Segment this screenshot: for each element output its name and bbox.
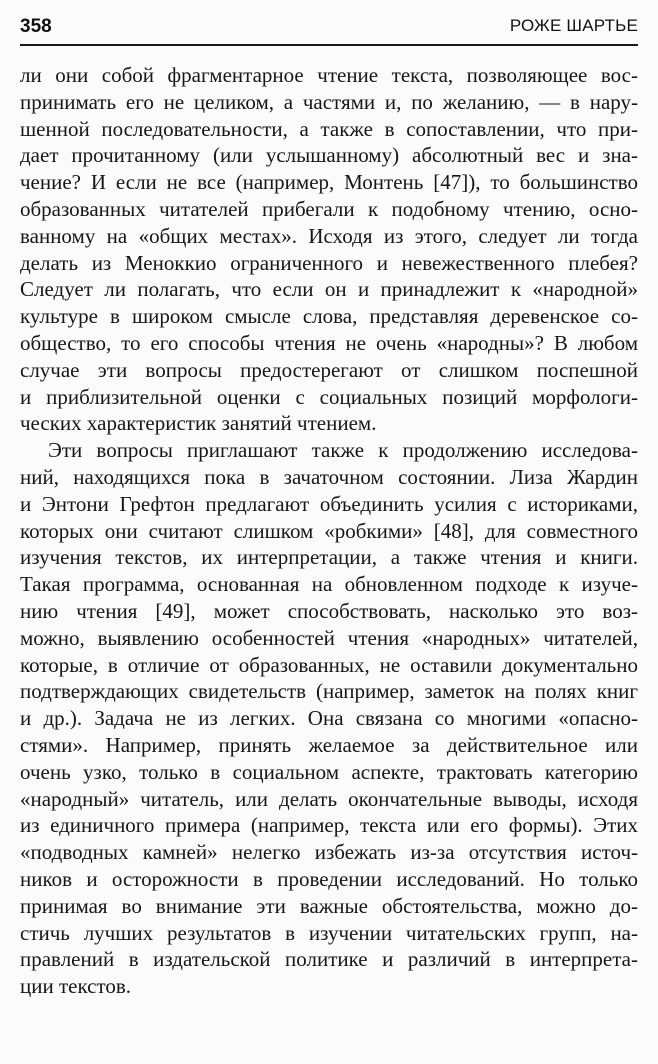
page-header bbox=[20, 10, 638, 46]
text-line: Эти вопросы приглашают также к продолжению исследова- bbox=[48, 438, 638, 463]
text-line: ванному на «общих местах». Исходя из этого, следует ли тогда bbox=[20, 223, 638, 248]
paragraph bbox=[20, 437, 638, 1000]
text-line: и др.). Задача не из легких. Она связана со многими «опасно- bbox=[20, 706, 638, 731]
text-line: можно, выявлению особенностей чтения «народных» читателей, bbox=[20, 625, 638, 650]
text-line: ний, находящихся пока в зачаточном состоянии. Лиза Жардин bbox=[20, 464, 638, 489]
text-line: принимать его не целиком, а частями и, по желанию, — в нару- bbox=[20, 89, 638, 114]
text-line: «подводных камней» нелегко избежать из-за отсутствия источ- bbox=[20, 840, 638, 865]
text-line: нию чтения [49], может способствовать, насколько это воз- bbox=[20, 598, 638, 623]
text-line: изучения текстов, их интерпретации, а также чтения и книги. bbox=[20, 545, 638, 570]
running-head: РОЖЕ ШАРТЬЕ bbox=[509, 16, 638, 35]
text-line: которых они считают слишком «робкими» [48], для совместного bbox=[20, 518, 638, 543]
text-line: случае эти вопросы предостерегают от слишком поспешной bbox=[20, 357, 638, 382]
text-line: и Энтони Грефтон предлагают объединить усилия с историками, bbox=[20, 491, 638, 516]
text-line: ли они собой фрагментарное чтение текста, позволяющее вос- bbox=[20, 63, 638, 87]
text-line: из единичного примера (например, текста или его формы). Этих bbox=[20, 813, 638, 838]
text-line: Следует ли полагать, что если он и принадлежит к «народной» bbox=[20, 277, 638, 302]
text-line: Такая программа, основанная на обновленном подходе к изуче- bbox=[20, 572, 638, 597]
text-line: ции текстов. bbox=[20, 974, 132, 999]
text-line: ческих характеристик занятий чтением. bbox=[20, 411, 377, 436]
text-line: стичь лучших результатов в изучении читательских групп, на- bbox=[20, 920, 638, 945]
text-line: чение? И если не все (например, Монтень [47]), то большинство bbox=[20, 170, 638, 195]
page-number: 358 bbox=[20, 16, 52, 37]
text-line: подтверждающих свидетельств (например, заметок на полях книг bbox=[20, 679, 638, 704]
text-line: делать из Меноккио ограниченного и невежественного плебея? bbox=[20, 250, 638, 275]
text-line: «народный» читатель, или делать окончательные выводы, исходя bbox=[20, 786, 638, 811]
text-line: шенной последовательности, а также в сопоставлении, что при- bbox=[20, 116, 638, 141]
text-line: ников и осторожности в проведении исследований. Но только bbox=[20, 866, 638, 891]
text-line: которые, в отличие от образованных, не оставили документально bbox=[20, 652, 638, 677]
text-line: культуре в широком смысле слова, представляя деревенское со- bbox=[20, 304, 638, 329]
paragraph bbox=[20, 62, 638, 437]
text-line: принимая во внимание эти важные обстоятельства, можно до- bbox=[20, 893, 638, 918]
text-line: правлений в издательской политике и различий в интерпрета- bbox=[20, 947, 638, 972]
body-text bbox=[20, 62, 638, 1000]
text-line: образованных читателей прибегали к подобному чтению, осно- bbox=[20, 196, 638, 221]
text-line: очень узко, только в социальном аспекте, трактовать категорию bbox=[20, 759, 638, 784]
text-line: общество, то его способы чтения не очень «народны»? В любом bbox=[20, 330, 638, 355]
text-line: стями». Например, принять желаемое за действительное или bbox=[20, 732, 638, 757]
text-line: дает прочитанному (или услышанному) абсолютный вес и зна- bbox=[20, 143, 638, 168]
text-line: и приблизительной оценки с социальных позиций морфологи- bbox=[20, 384, 638, 409]
